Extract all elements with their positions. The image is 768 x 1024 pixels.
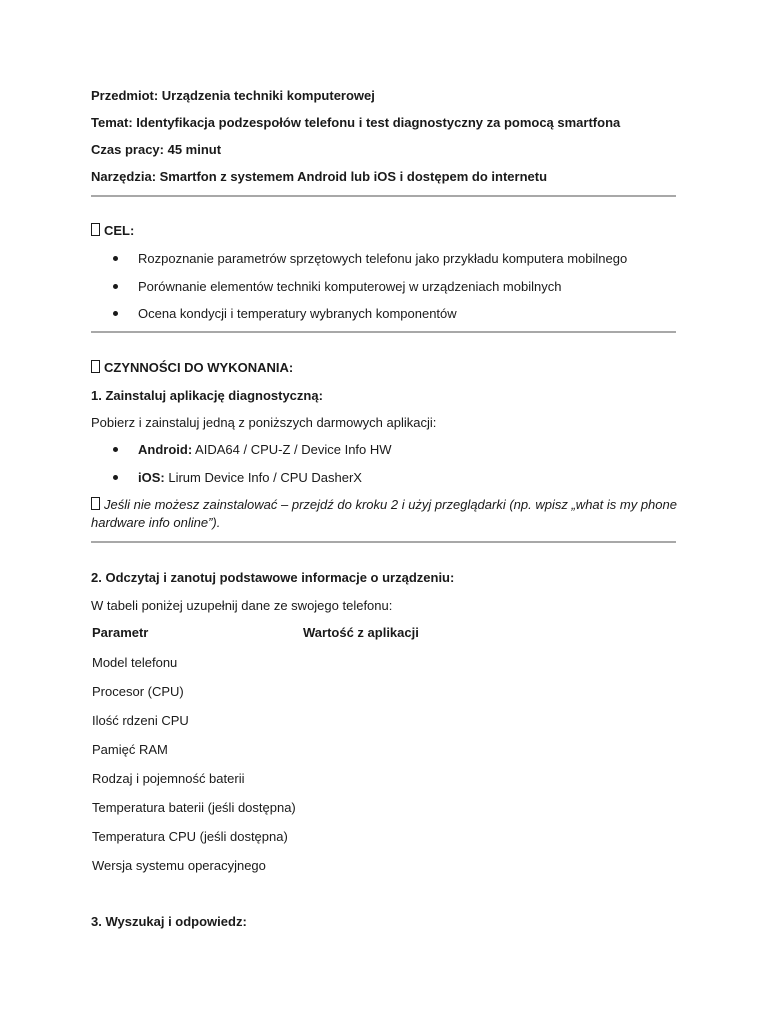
step1-note: Jeśli nie możesz zainstalować – przejdź do kroku 2 i użyj przeglądarki (np. wpisz „what is my phone — [91, 496, 677, 513]
bullet-icon — [113, 256, 118, 261]
topic-line: Temat: Identyfikacja podzespołów telefonu i test diagnostyczny za pomocą smartfona — [91, 115, 621, 130]
divider — [91, 331, 676, 333]
app-item-ios: iOS: Lirum Device Info / CPU DasherX — [138, 470, 362, 485]
bullet-icon — [113, 475, 118, 480]
step1-note-cont: hardware info online”). — [91, 515, 221, 530]
table-row: Rodzaj i pojemność baterii — [92, 771, 245, 786]
table-row: Ilość rdzeni CPU — [92, 713, 189, 728]
step2-intro: W tabeli poniżej uzupełnij dane ze swojego telefonu: — [91, 598, 393, 613]
time-line: Czas pracy: 45 minut — [91, 142, 222, 157]
bullet-icon — [113, 311, 118, 316]
goal-heading: CEL: — [91, 222, 134, 239]
step3-title: 3. Wyszukaj i odpowiedz: — [91, 914, 247, 929]
table-header-value: Wartość z aplikacji — [303, 625, 419, 640]
table-row: Procesor (CPU) — [92, 684, 184, 699]
bullet-icon — [113, 284, 118, 289]
step2-title: 2. Odczytaj i zanotuj podstawowe informacje o urządzeniu: — [91, 570, 455, 585]
table-row: Wersja systemu operacyjnego — [92, 858, 266, 873]
missing-glyph-icon — [91, 360, 100, 373]
missing-glyph-icon — [91, 223, 100, 236]
step1-intro: Pobierz i zainstaluj jedną z poniższych darmowych aplikacji: — [91, 415, 437, 430]
tools-line: Narzędzia: Smartfon z systemem Android lub iOS i dostępem do internetu — [91, 169, 548, 184]
step1-title: 1. Zainstaluj aplikację diagnostyczną: — [91, 388, 323, 403]
goal-item: Rozpoznanie parametrów sprzętowych telefonu jako przykładu komputera mobilnego — [138, 251, 628, 266]
table-header-parameter: Parametr — [92, 625, 149, 640]
divider — [91, 541, 676, 543]
divider — [91, 195, 676, 197]
tasks-heading: CZYNNOŚCI DO WYKONANIA: — [91, 359, 293, 376]
subject-line: Przedmiot: Urządzenia techniki komputerowej — [91, 88, 375, 103]
goal-item: Ocena kondycji i temperatury wybranych komponentów — [138, 306, 457, 321]
table-row: Temperatura baterii (jeśli dostępna) — [92, 800, 296, 815]
table-row: Pamięć RAM — [92, 742, 168, 757]
app-item-android: Android: AIDA64 / CPU-Z / Device Info HW — [138, 442, 392, 457]
table-row: Temperatura CPU (jeśli dostępna) — [92, 829, 288, 844]
goal-item: Porównanie elementów techniki komputerowej w urządzeniach mobilnych — [138, 279, 562, 294]
bullet-icon — [113, 447, 118, 452]
missing-glyph-icon — [91, 497, 100, 510]
table-row: Model telefonu — [92, 655, 178, 670]
